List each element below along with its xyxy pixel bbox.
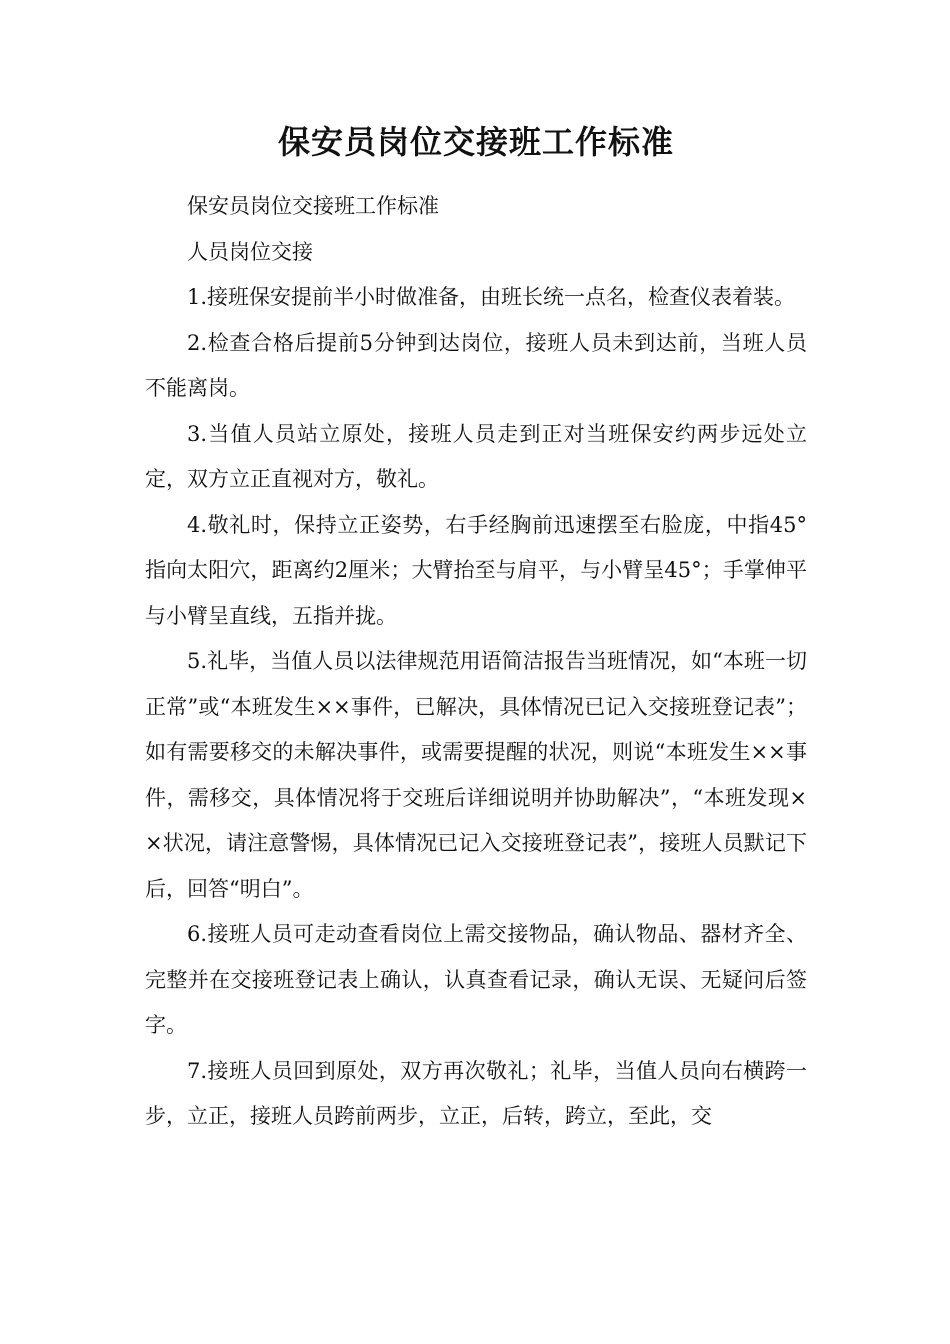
- paragraph-item-5: 5.礼毕，当值人员以法律规范用语简洁报告当班情况，如“本班一切正常”或“本班发生××事件，已解决，具体情况已记入交接班登记表”；如有需要移交的未解决事件，或需要提醒的状况，则说“本班发生××事件，需移交，具体情况将于交班后详细说明并协助解决”，“本班发现××状况，请注意警惕，具体情况已记入交接班登记表”，接班人员默记下后，回答“明白”。: [145, 649, 807, 901]
- document-body: [145, 184, 807, 1140]
- paragraph-subtitle: 保安员岗位交接班工作标准: [187, 194, 439, 218]
- paragraph-item-4: 4.敬礼时，保持立正姿势，右手经胸前迅速摆至右脸庞，中指45°指向太阳穴，距离约2厘米；大臂抬至与肩平，与小臂呈45°；手掌伸平与小臂呈直线，五指并拢。: [145, 512, 807, 628]
- paragraph-item-3: 3.当值人员站立原处，接班人员走到正对当班保安约两步远处立定，双方立正直视对方，敬礼。: [145, 421, 807, 491]
- paragraph-item-1: 1.接班保安提前半小时做准备，由班长统一点名，检查仪表着装。: [187, 285, 796, 309]
- document-title: 保安员岗位交接班工作标准: [277, 123, 674, 161]
- paragraph-section-heading: 人员岗位交接: [187, 239, 313, 264]
- paragraph-item-2: 2.检查合格后提前5分钟到达岗位，接班人员未到达前，当班人员不能离岗。: [145, 330, 807, 400]
- document-page: [145, 116, 807, 1140]
- paragraph-item-6: 6.接班人员可走动查看岗位上需交接物品，确认物品、器材齐全、完整并在交接班登记表上确认，认真查看记录，确认无误、无疑问后签字。: [145, 922, 807, 1037]
- paragraph-item-7: 7.接班人员回到原处，双方再次敬礼；礼毕，当值人员向右横跨一步，立正，接班人员跨前两步，立正，后转，跨立，至此，交: [145, 1058, 807, 1128]
